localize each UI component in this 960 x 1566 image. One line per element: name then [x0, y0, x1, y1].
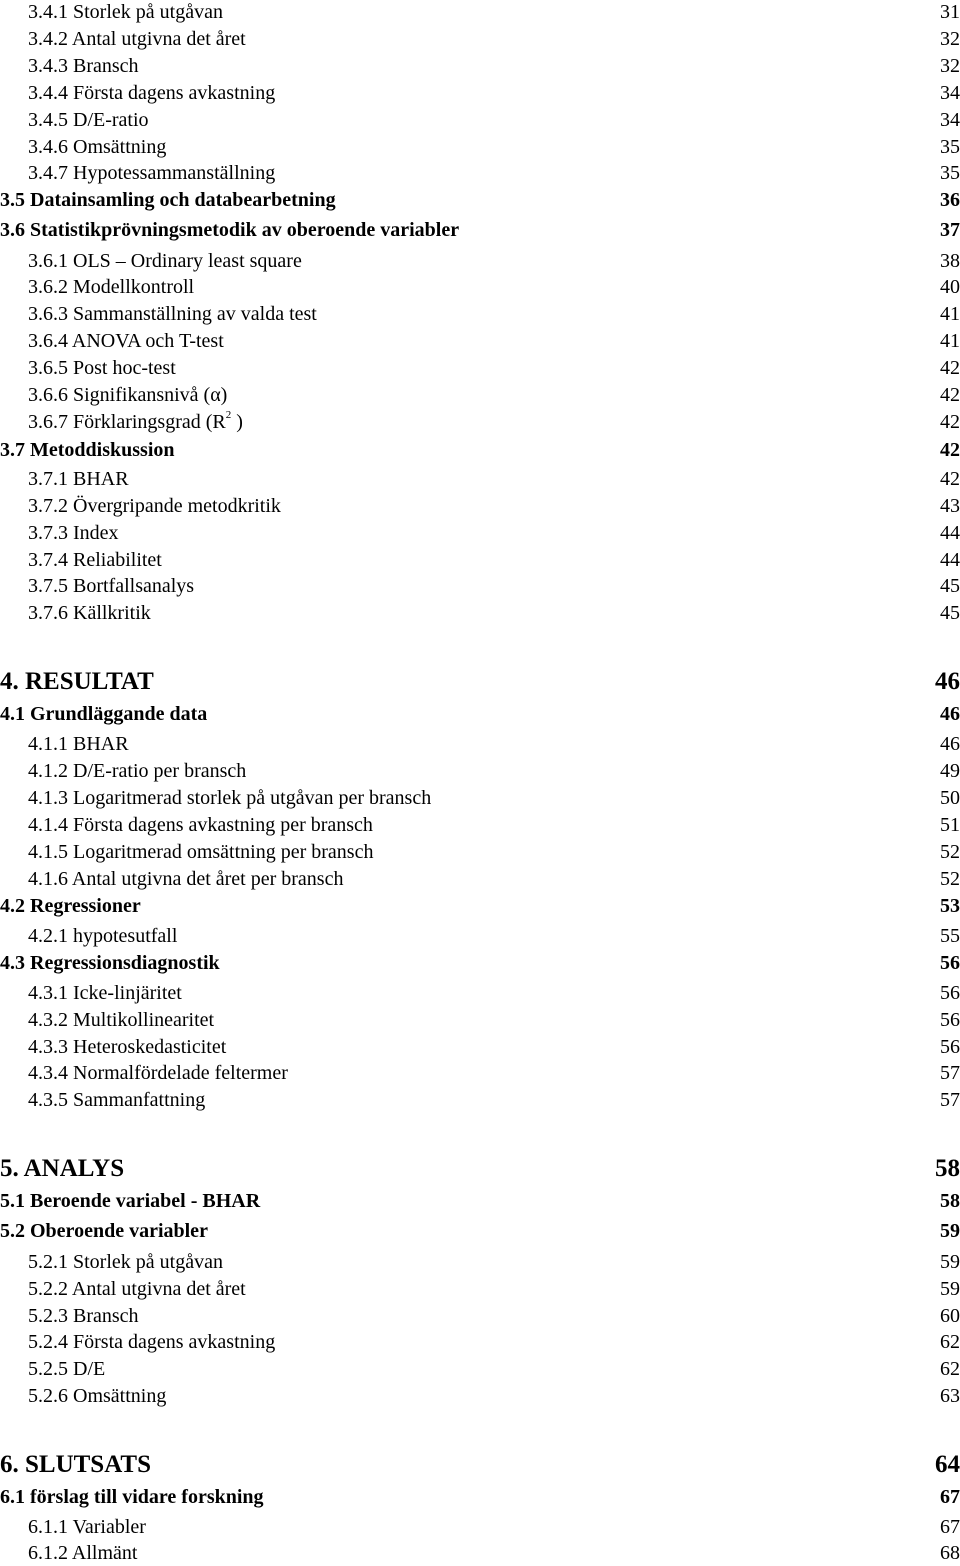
- toc-entry-page-number: 34: [940, 82, 960, 104]
- toc-entry-page-number: 52: [940, 868, 960, 890]
- toc-subsection-entry[interactable]: [0, 25, 960, 52]
- toc-entry-page-number: 45: [940, 602, 960, 624]
- toc-chapter-entry[interactable]: [0, 670, 960, 697]
- toc-subsection-entry[interactable]: [0, 811, 960, 838]
- toc-entry-page-number: 63: [940, 1385, 960, 1407]
- toc-entry-label: 5.2.5 D/E: [28, 1358, 106, 1380]
- toc-entry-label: 3.4.5 D/E-ratio: [28, 109, 149, 131]
- toc-subsection-entry[interactable]: [0, 1086, 960, 1113]
- toc-subsection-entry[interactable]: [0, 247, 960, 274]
- toc-entry-label: 4.3.3 Heteroskedasticitet: [28, 1036, 227, 1058]
- toc-entry-label: 5. ANALYS: [0, 1155, 125, 1182]
- toc-entry-label: 3.6.3 Sammanställning av valda test: [28, 303, 317, 325]
- toc-subsection-entry[interactable]: [0, 1302, 960, 1329]
- toc-entry-label: 4.3.2 Multikollinearitet: [28, 1009, 215, 1031]
- toc-entry-label: 3.7.1 BHAR: [28, 468, 129, 490]
- toc-entry-page-number: 46: [940, 733, 960, 755]
- toc-entry-page-number: 32: [940, 28, 960, 50]
- toc-entry-page-number: 34: [940, 109, 960, 131]
- toc-entry-label: 3.6.1 OLS – Ordinary least square: [28, 250, 302, 272]
- toc-entry-page-number: 56: [940, 952, 960, 974]
- toc-subsection-entry[interactable]: [0, 465, 960, 492]
- toc-entry-label: 4.2 Regressioner: [0, 895, 141, 917]
- toc-entry-page-number: 38: [940, 250, 960, 272]
- toc-entry-label: 4.3 Regressionsdiagnostik: [0, 952, 220, 974]
- toc-entry-page-number: 52: [940, 841, 960, 863]
- toc-entry-label: 3.6.4 ANOVA och T-test: [28, 330, 224, 352]
- toc-subsection-entry[interactable]: [0, 327, 960, 354]
- toc-entry-label: 6.1.1 Variabler: [28, 1516, 146, 1538]
- toc-subsection-entry[interactable]: [0, 159, 960, 186]
- toc-entry-page-number: 56: [940, 1036, 960, 1058]
- toc-subsection-entry[interactable]: [0, 300, 960, 327]
- toc-section-entry[interactable]: [0, 1187, 960, 1214]
- toc-entry-label: 3.7.2 Övergripande metodkritik: [28, 495, 281, 517]
- toc-section-entry[interactable]: [0, 949, 960, 976]
- toc-subsection-entry[interactable]: [0, 599, 960, 626]
- toc-entry-page-number: 59: [940, 1220, 960, 1242]
- toc-chapter-entry[interactable]: [0, 1157, 960, 1184]
- toc-subsection-entry[interactable]: [0, 1355, 960, 1382]
- toc-entry-label: 6. SLUTSATS: [0, 1451, 151, 1478]
- toc-subsection-entry[interactable]: [0, 1059, 960, 1086]
- toc-subsection-entry[interactable]: [0, 1248, 960, 1275]
- toc-section-entry[interactable]: [0, 700, 960, 727]
- toc-entry-page-number: 56: [940, 982, 960, 1004]
- toc-entry-page-number: 68: [940, 1542, 960, 1564]
- toc-entry-label: 3.7 Metoddiskussion: [0, 439, 175, 461]
- toc-entry-page-number: 55: [940, 925, 960, 947]
- toc-subsection-entry[interactable]: [0, 757, 960, 784]
- toc-section-entry[interactable]: [0, 1483, 960, 1510]
- toc-entry-page-number: 32: [940, 55, 960, 77]
- toc-entry-label: 3.6.2 Modellkontroll: [28, 276, 195, 298]
- toc-subsection-entry[interactable]: [0, 1033, 960, 1060]
- toc-entry-label: 3.4.4 Första dagens avkastning: [28, 82, 276, 104]
- toc-entry-label: 3.6.7 Förklaringsgrad ($R^2$ ): [28, 409, 243, 433]
- toc-entry-label: 4.1.4 Första dagens avkastning per bransch: [28, 814, 373, 836]
- toc-subsection-entry[interactable]: [0, 865, 960, 892]
- toc-entry-page-number: 62: [940, 1358, 960, 1380]
- toc-entry-page-number: 42: [940, 411, 960, 433]
- toc-entry-label: 5.2.4 Första dagens avkastning: [28, 1331, 276, 1353]
- toc-section-entry[interactable]: [0, 436, 960, 463]
- toc-entry-label: 4.1.1 BHAR: [28, 733, 129, 755]
- toc-entry-label: 3.4.7 Hypotessammanställning: [28, 162, 276, 184]
- toc-entry-page-number: 53: [940, 895, 960, 917]
- superscript: 2: [225, 409, 232, 422]
- toc-entry-label: 3.7.4 Reliabilitet: [28, 549, 162, 571]
- toc-subsection-entry[interactable]: [0, 1539, 960, 1566]
- toc-entry-label: 5.1 Beroende variabel - BHAR: [0, 1190, 261, 1212]
- toc-subsection-entry[interactable]: [0, 784, 960, 811]
- toc-entry-label: 4.3.5 Sammanfattning: [28, 1089, 206, 1111]
- toc-entry-label: 5.2.3 Bransch: [28, 1305, 139, 1327]
- toc-entry-label: 3.7.5 Bortfallsanalys: [28, 575, 195, 597]
- toc-entry-label: 3.4.3 Bransch: [28, 55, 139, 77]
- toc-subsection-entry[interactable]: [0, 354, 960, 381]
- toc-subsection-entry[interactable]: [0, 1382, 960, 1409]
- toc-subsection-entry[interactable]: [0, 0, 960, 25]
- toc-subsection-entry[interactable]: [0, 492, 960, 519]
- toc-entry-page-number: 31: [940, 1, 960, 23]
- toc-entry-label: 6.1 förslag till vidare forskning: [0, 1486, 264, 1508]
- toc-entry-label: 6.1.2 Allmänt: [28, 1542, 138, 1564]
- toc-subsection-entry[interactable]: [0, 730, 960, 757]
- toc-entry-page-number: 42: [940, 384, 960, 406]
- toc-subsection-entry[interactable]: [0, 922, 960, 949]
- toc-entry-page-number: 35: [940, 136, 960, 158]
- toc-subsection-entry[interactable]: [0, 79, 960, 106]
- toc-chapter-entry[interactable]: [0, 1453, 960, 1480]
- toc-subsection-entry[interactable]: [0, 546, 960, 573]
- toc-entry-page-number: 57: [940, 1089, 960, 1111]
- toc-subsection-entry[interactable]: [0, 572, 960, 599]
- toc-entry-page-number: 42: [940, 357, 960, 379]
- toc-entry-label: 3.7.3 Index: [28, 522, 119, 544]
- toc-entry-label: 4.1.3 Logaritmerad storlek på utgåvan per bransch: [28, 787, 432, 809]
- toc-entry-page-number: 59: [940, 1278, 960, 1300]
- toc-subsection-entry[interactable]: [0, 1513, 960, 1540]
- toc-entry-page-number: 67: [940, 1486, 960, 1508]
- toc-entry-label: 4.2.1 hypotesutfall: [28, 925, 178, 947]
- toc-entry-label: 3.4.2 Antal utgivna det året: [28, 28, 246, 50]
- toc-entry-label: 3.6 Statistikprövningsmetodik av oberoende variabler: [0, 219, 460, 241]
- toc-subsection-entry[interactable]: [0, 1275, 960, 1302]
- toc-subsection-entry[interactable]: [0, 52, 960, 79]
- toc-entry-page-number: 44: [940, 522, 960, 544]
- toc-entry-page-number: 56: [940, 1009, 960, 1031]
- toc-entry-label: 5.2.1 Storlek på utgåvan: [28, 1251, 223, 1273]
- toc-subsection-entry[interactable]: [0, 1328, 960, 1355]
- toc-subsection-entry[interactable]: [0, 133, 960, 160]
- toc-entry-label: 5.2 Oberoende variabler: [0, 1220, 208, 1242]
- toc-entry-page-number: 46: [935, 668, 960, 695]
- toc-entry-page-number: 37: [940, 219, 960, 241]
- toc-entry-label: 5.2.6 Omsättning: [28, 1385, 167, 1407]
- toc-entry-page-number: 45: [940, 575, 960, 597]
- toc-entry-label: 3.5 Datainsamling och databearbetning: [0, 189, 336, 211]
- toc-subsection-entry[interactable]: [0, 838, 960, 865]
- toc-subsection-entry[interactable]: [0, 519, 960, 546]
- toc-subsection-entry[interactable]: [0, 979, 960, 1006]
- toc-entry-label: 3.4.6 Omsättning: [28, 136, 167, 158]
- toc-subsection-entry[interactable]: [0, 381, 960, 408]
- toc-entry-page-number: 41: [940, 303, 960, 325]
- toc-entry-label: 4.3.4 Normalfördelade feltermer: [28, 1062, 288, 1084]
- toc-entry-page-number: 64: [935, 1451, 960, 1478]
- toc-entry-page-number: 60: [940, 1305, 960, 1327]
- toc-subsection-entry[interactable]: [0, 106, 960, 133]
- toc-entry-page-number: 58: [935, 1155, 960, 1182]
- toc-entry-page-number: 35: [940, 162, 960, 184]
- toc-entry-page-number: 58: [940, 1190, 960, 1212]
- toc-entry-page-number: 36: [940, 189, 960, 211]
- toc-entry-label: 4.1 Grundläggande data: [0, 703, 208, 725]
- toc-entry-label: 4.1.2 D/E-ratio per bransch: [28, 760, 247, 782]
- toc-entry-label: 5.2.2 Antal utgivna det året: [28, 1278, 246, 1300]
- toc-entry-page-number: 50: [940, 787, 960, 809]
- toc-subsection-entry[interactable]: [0, 273, 960, 300]
- toc-entry-label: 4.3.1 Icke-linjäritet: [28, 982, 182, 1004]
- toc-entry-page-number: 44: [940, 549, 960, 571]
- toc-entry-page-number: 59: [940, 1251, 960, 1273]
- toc-entry-label: 3.6.6 Signifikansnivå (α): [28, 384, 228, 406]
- toc-section-entry[interactable]: [0, 1217, 960, 1244]
- toc-entry-page-number: 46: [940, 703, 960, 725]
- toc-subsection-entry[interactable]: [0, 408, 960, 435]
- toc-entry-label: 3.4.1 Storlek på utgåvan: [28, 1, 223, 23]
- toc-entry-label: 4.1.5 Logaritmerad omsättning per bransch: [28, 841, 374, 863]
- toc-entry-page-number: 67: [940, 1516, 960, 1538]
- toc-entry-page-number: 42: [940, 468, 960, 490]
- toc-entry-page-number: 42: [940, 439, 960, 461]
- toc-entry-page-number: 41: [940, 330, 960, 352]
- toc-entry-label: 4.1.6 Antal utgivna det året per bransch: [28, 868, 344, 890]
- toc-entry-page-number: 62: [940, 1331, 960, 1353]
- toc-entry-page-number: 57: [940, 1062, 960, 1084]
- toc-entry-page-number: 49: [940, 760, 960, 782]
- toc-section-entry[interactable]: [0, 186, 960, 213]
- toc-entry-page-number: 40: [940, 276, 960, 298]
- toc-entry-label: 3.6.5 Post hoc-test: [28, 357, 176, 379]
- toc-entry-label: 3.7.6 Källkritik: [28, 602, 151, 624]
- toc-entry-page-number: 43: [940, 495, 960, 517]
- toc-entry-label: 4. RESULTAT: [0, 668, 154, 695]
- toc-entry-page-number: 51: [940, 814, 960, 836]
- toc-section-entry[interactable]: [0, 892, 960, 919]
- toc-section-entry[interactable]: [0, 216, 960, 243]
- toc-subsection-entry[interactable]: [0, 1006, 960, 1033]
